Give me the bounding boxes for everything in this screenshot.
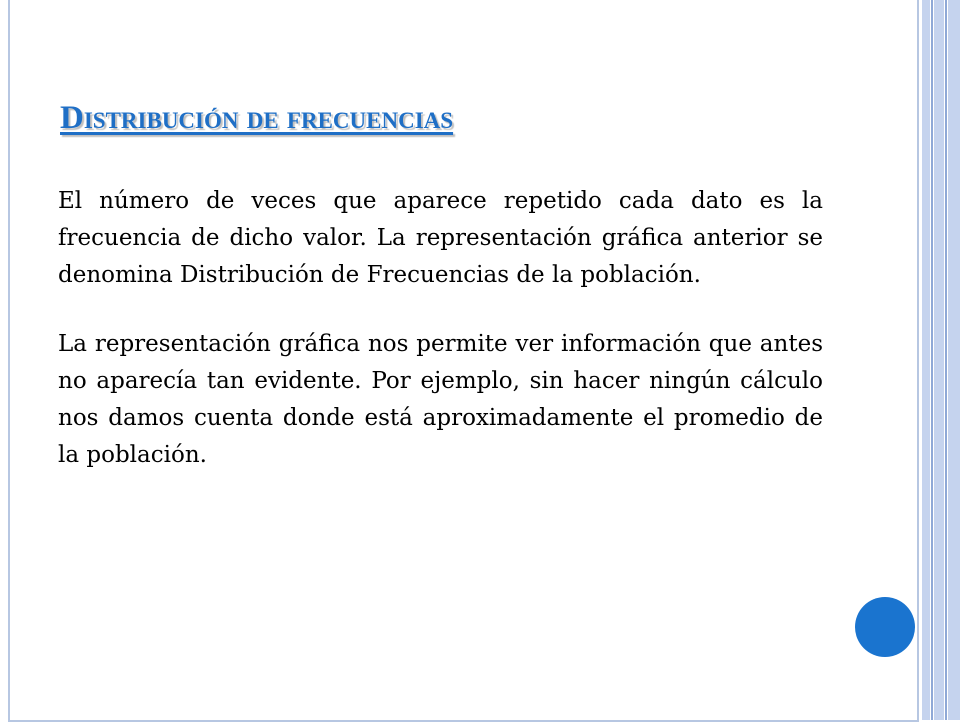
- slide-body: [58, 183, 823, 506]
- paragraph-frequency-definition: El número de veces que aparece repetido cada dato es la frecuencia de dicho valor. La representación gráfica anterior se denomina Distribución de Frecuencias de la población.: [58, 188, 823, 288]
- accent-circle: [855, 597, 915, 657]
- slide-title: Distribución de frecuencias: [60, 100, 454, 136]
- paragraph-graphic-representation: La representación gráfica nos permite ver información que antes no aparecía tan evidente. Por ejemplo, sin hacer ningún cálculo nos damos cuenta donde está aproximadamente el promedio de la población.: [58, 331, 823, 468]
